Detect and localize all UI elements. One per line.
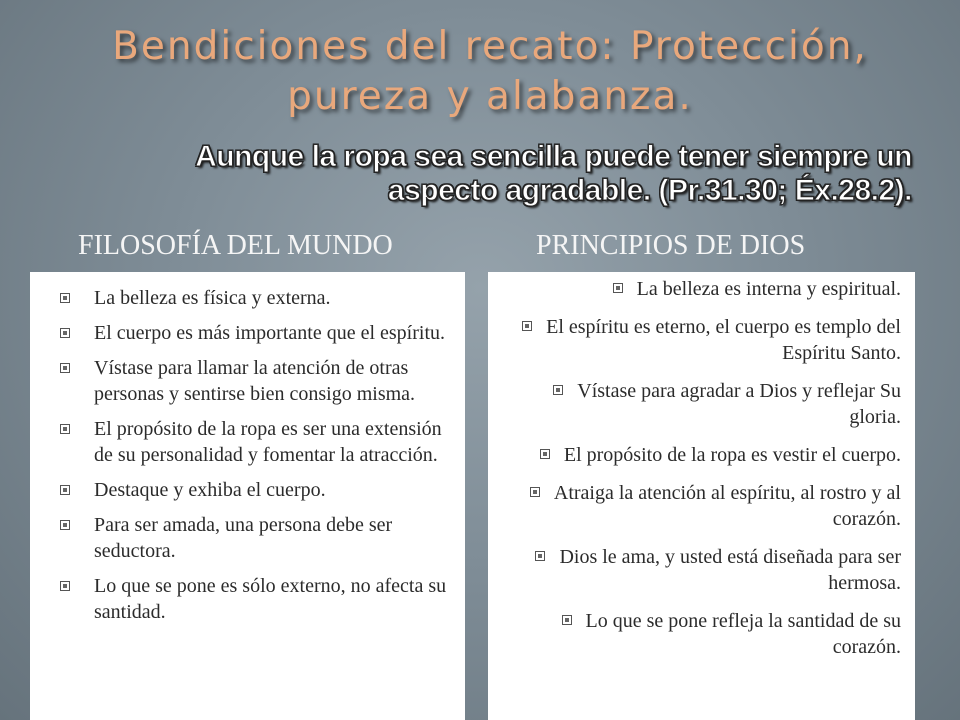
right-bullet-list bbox=[498, 276, 901, 660]
left-bullet-text: Destaque y exhiba el cuerpo. bbox=[94, 479, 326, 501]
left-bullet-item bbox=[60, 320, 457, 346]
right-bullet-text: El propósito de la ropa es vestir el cuerpo. bbox=[563, 444, 901, 466]
left-bullet-list bbox=[60, 285, 457, 625]
right-column-heading: PRINCIPIOS DE DIOS bbox=[536, 230, 806, 261]
right-bullet-item bbox=[498, 480, 901, 532]
square-bullet-icon bbox=[60, 581, 70, 591]
square-bullet-icon bbox=[540, 449, 550, 459]
square-bullet-icon bbox=[60, 520, 70, 530]
left-bullet-text: La belleza es física y externa. bbox=[94, 287, 331, 309]
left-bullet-item bbox=[60, 573, 457, 625]
slide-title: Bendiciones del recato: Protección, pureza y alabanza. bbox=[112, 24, 868, 119]
right-bullet-text: El espíritu es eterno, el cuerpo es templo del Espíritu Santo. bbox=[546, 316, 901, 364]
left-bullet-item bbox=[60, 416, 457, 468]
square-bullet-icon bbox=[60, 485, 70, 495]
right-bullet-text: Dios le ama, y usted está diseñada para ser hermosa. bbox=[559, 546, 901, 594]
left-bullet-text: El propósito de la ropa es ser una extensión de su personalidad y fomentar la atracción. bbox=[94, 418, 442, 466]
square-bullet-icon bbox=[60, 328, 70, 338]
slide-subtitle: Aunque la ropa sea sencilla puede tener siempre un aspecto agradable. (Pr.31.30; Éx.28.2). bbox=[195, 140, 912, 207]
square-bullet-icon bbox=[613, 283, 623, 293]
square-bullet-icon bbox=[535, 551, 545, 561]
right-bullet-text: Lo que se pone refleja la santidad de su corazón. bbox=[585, 610, 901, 658]
right-column-panel bbox=[488, 272, 915, 720]
left-bullet-item bbox=[60, 285, 457, 311]
square-bullet-icon bbox=[60, 293, 70, 303]
right-bullet-item bbox=[498, 276, 901, 302]
right-bullet-item bbox=[498, 378, 901, 430]
square-bullet-icon bbox=[60, 424, 70, 434]
left-bullet-text: Lo que se pone es sólo externo, no afecta su santidad. bbox=[94, 575, 447, 623]
right-bullet-text: Vístase para agradar a Dios y reflejar Su gloria. bbox=[577, 380, 901, 428]
square-bullet-icon bbox=[562, 615, 572, 625]
left-bullet-text: Vístase para llamar la atención de otras personas y sentirse bien consigo misma. bbox=[94, 357, 416, 405]
left-bullet-item bbox=[60, 477, 457, 503]
left-column-panel bbox=[30, 272, 465, 720]
right-bullet-text: La belleza es interna y espiritual. bbox=[636, 278, 901, 300]
left-column-heading: FILOSOFÍA DEL MUNDO bbox=[78, 230, 393, 261]
right-bullet-item bbox=[498, 442, 901, 468]
right-bullet-item bbox=[498, 314, 901, 366]
square-bullet-icon bbox=[530, 487, 540, 497]
square-bullet-icon bbox=[60, 363, 70, 373]
square-bullet-icon bbox=[553, 385, 563, 395]
square-bullet-icon bbox=[522, 321, 532, 331]
right-bullet-item bbox=[498, 544, 901, 596]
left-bullet-text: El cuerpo es más importante que el espíritu. bbox=[94, 322, 446, 344]
right-bullet-text: Atraiga la atención al espíritu, al rostro y al corazón. bbox=[553, 482, 901, 530]
left-bullet-item bbox=[60, 512, 457, 564]
left-bullet-text: Para ser amada, una persona debe ser seductora. bbox=[94, 514, 393, 562]
right-bullet-item bbox=[498, 608, 901, 660]
left-bullet-item bbox=[60, 355, 457, 407]
